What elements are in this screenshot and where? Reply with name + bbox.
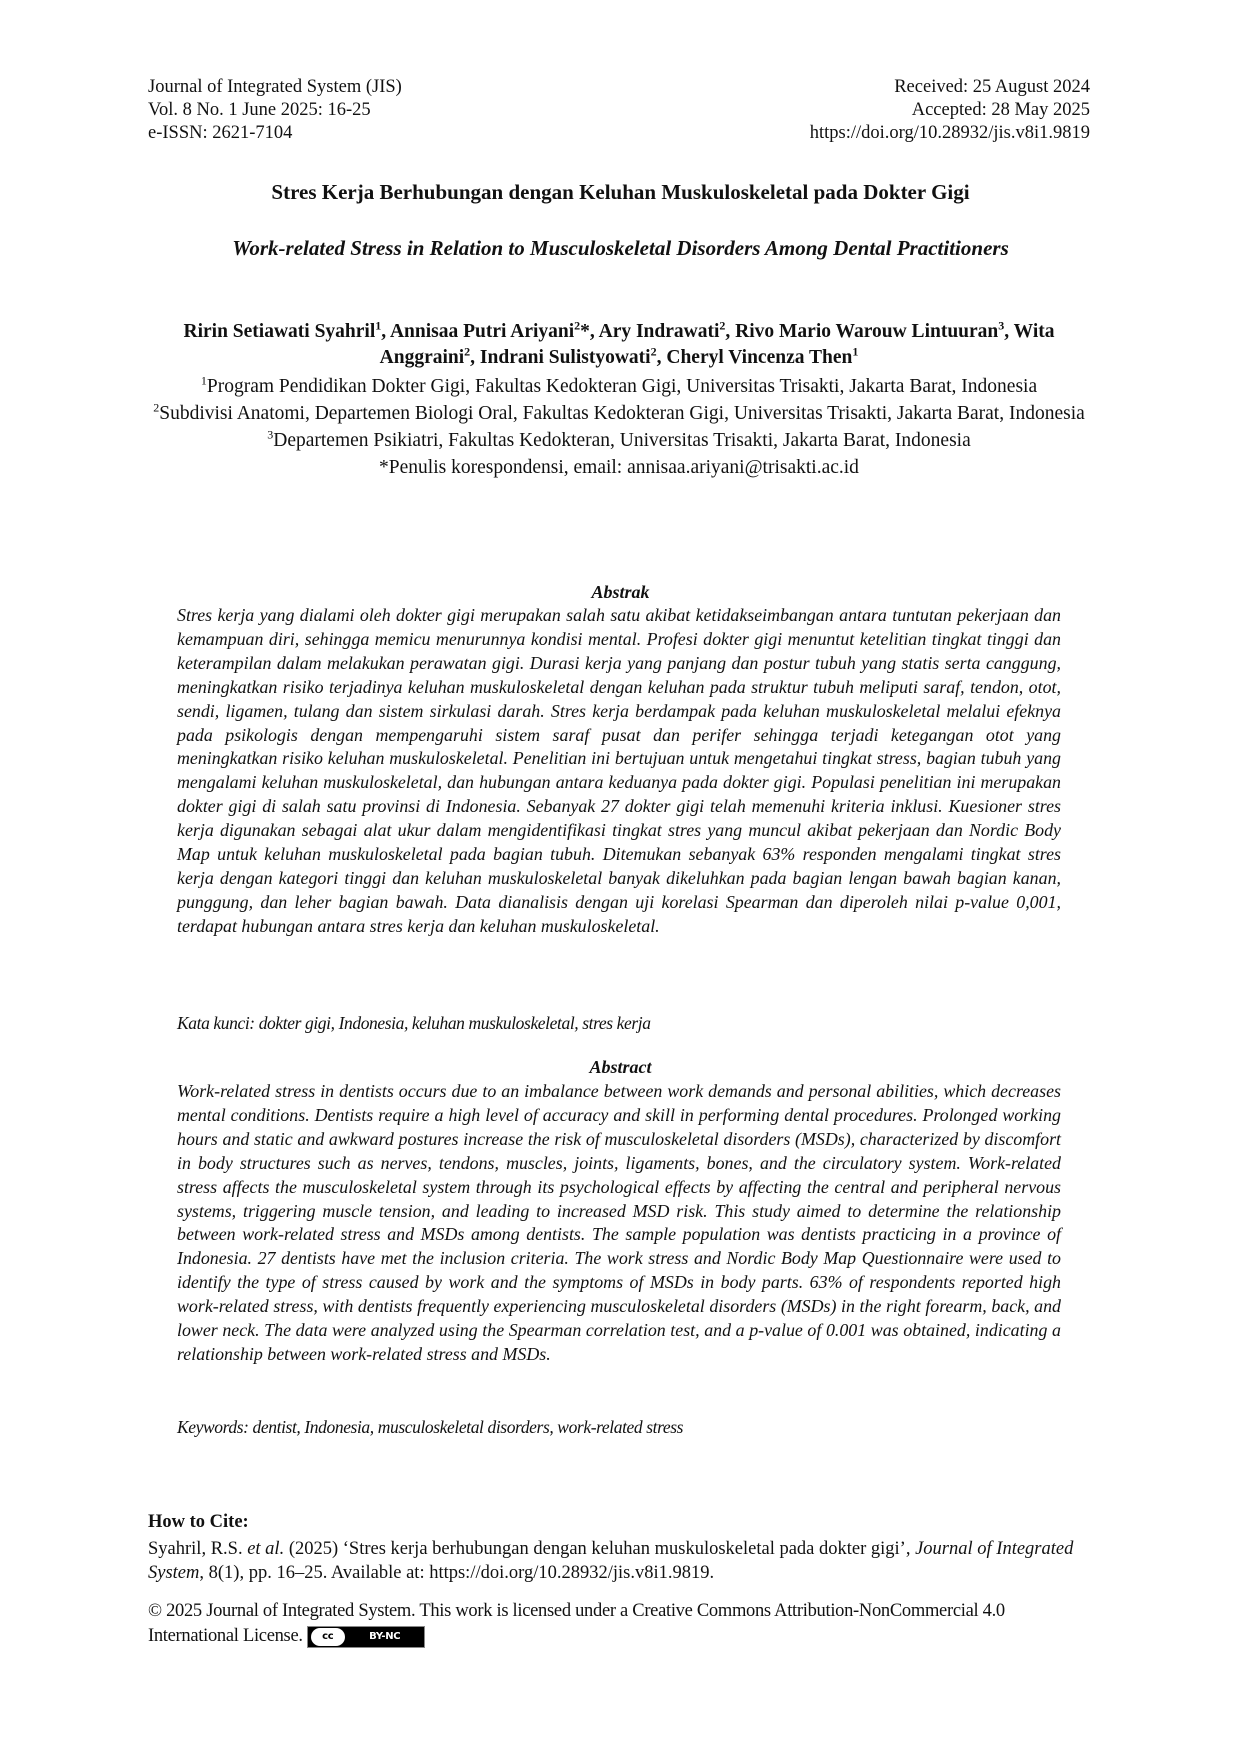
affiliation-list [148,373,1090,481]
citation-text: Syahril, R.S. et al. (2025) ‘Stres kerja berhubungan dengan keluhan muskuloskeletal pada dokter gigi’, Journal of Integrated System, 8(1), pp. 16–25. Available at: https://doi.org/10.28932/jis.v8i1.9819. [148,1539,1074,1583]
author-affil-mark: 3 [998,318,1005,333]
author-name: Cheryl Vincenza Then [666,347,853,368]
corresponding-author: *Penulis korespondensi, email: annisaa.ariyani@trisakti.ac.id [379,457,859,478]
how-to-cite-heading: How to Cite: [148,1512,249,1532]
abstrak-body: Stres kerja yang dialami oleh dokter gigi merupakan salah satu akibat ketidakseimbangan antara tuntutan pekerjaan dan kemampuan diri, sehingga memicu menurunnya kondisi mental. Profesi dokter gigi menuntut ketelitian tingkat tinggi dan keterampilan dalam melakukan perawatan gigi. Durasi kerja yang panjang dan postur tubuh yang statis serta canggung, meningkatkan risiko terjadinya keluhan muskuloskeletal dengan keluhan pada struktur tubuh meliputi saraf, tendon, otot, sendi, ligamen, tulang dan sistem sirkulasi darah. Stres kerja berdampak pada keluhan muskuloskeletal melalui efeknya pada psikologis dengan mempengaruhi sistem saraf pusat dan perifer sehingga terjadi ketegangan otot yang meningkatkan risiko keluhan muskuloskeletal. Penelitian ini bertujuan untuk mengetahui tingkat stress, bagian tubuh yang mengalami keluhan muskuloskeletal, dan hubungan antara keduanya pada dokter gigi. Populasi penelitian ini merupakan dokter gigi di salah satu provinsi di Indonesia. Sebanyak 27 dokter gigi telah memenuhi kriteria inklusi. Kuesioner stres kerja digunakan sebagai alat ukur dalam mengidentifikasi tingkat stres yang muncul akibat pekerjaan dan Nordic Body Map untuk keluhan muskuloskeletal pada bagian tubuh. Ditemukan sebanyak 63% responden mengalami tingkat stres kerja dengan kategori tinggi dan keluhan muskuloskeletal banyak dikeluhkan pada bagian lengan bawah bagian kanan, punggung, dan leher bagian bawah. Data dianalisis dengan uji korelasi Spearman dan diperoleh nilai p-value 0,001, terdapat hubungan antara stres kerja dan keluhan muskuloskeletal. [177,605,1061,936]
author-list: Ririn Setiawati Syahril$^1$, Annisaa Putri Ariyani$^2$*, Ary Indrawati$^2$, Rivo Mario Warouw Lintuuran$^3$, Wita Anggraini$^2$, Indrani Sulistyowati$^2$, Cheryl Vincenza Then$^1$ [183,318,1055,368]
journal-volume: Vol. 8 No. 1 June 2025: 16-25 [148,100,371,120]
author-name: Ary Indrawati [598,321,720,342]
affiliation-item: $^3$Departemen Psikiatri, Fakultas Kedokteran, Universitas Trisakti, Jakarta Barat, Indonesia [267,427,971,451]
abstrak-heading: Abstrak [591,582,650,602]
author-name: Annisaa Putri Ariyani [389,321,575,342]
affiliation-item: $^1$Program Pendidikan Dokter Gigi, Fakultas Kedokteran Gigi, Universitas Trisakti, Jakarta Barat, Indonesia [200,373,1038,397]
author-name: Wita Anggraini [379,321,1055,368]
paper-title-indonesian: Stres Kerja Berhubungan dengan Keluhan Muskuloskeletal pada Dokter Gigi [271,180,970,204]
accepted-date: Accepted: 28 May 2025 [911,100,1090,120]
license-statement: © 2025 Journal of Integrated System. This work is licensed under a Creative Commons Attribution-NonCommercial 4.0 International License. cc BY-NC [148,1601,1005,1646]
author-affil-mark: 2 [464,344,471,359]
journal-header-left [148,76,402,145]
received-date: Received: 25 August 2024 [894,77,1090,97]
author-name: Indrani Sulistyowati [479,347,651,368]
author-affil-mark: 1 [852,344,859,359]
author-affil-mark: 1 [375,318,382,333]
author-affil-mark: 2 [719,318,726,333]
kata-kunci: Kata kunci: dokter gigi, Indonesia, keluhan muskuloskeletal, stres kerja [177,1013,651,1033]
journal-header-right [810,76,1090,145]
author-name: Rivo Mario Warouw Lintuuran [735,321,999,342]
citation-doi[interactable]: , 8(1), pp. 16–25. Available at: https://doi.org/10.28932/jis.v8i1.9819. [199,1563,715,1583]
doi-link[interactable]: https://doi.org/10.28932/jis.v8i1.9819 [809,123,1090,143]
author-name: Ririn Setiawati Syahril [183,321,376,342]
cc-by-nc-badge-icon[interactable]: cc BY-NC [307,1626,425,1648]
keywords: Keywords: dentist, Indonesia, musculoskeletal disorders, work-related stress [177,1417,684,1437]
journal-issn: e-ISSN: 2621-7104 [148,123,293,143]
abstract-heading: Abstract [589,1057,652,1077]
journal-name: Journal of Integrated System (JIS) [148,77,402,97]
author-affil-mark: 2 [574,318,581,333]
paper-title-english: Work-related Stress in Relation to Musculoskeletal Disorders Among Dental Practitioners [232,236,1009,260]
affiliation-item: $^2$Subdivisi Anatomi, Departemen Biologi Oral, Fakultas Kedokteran Gigi, Universitas Trisakti, Jakarta Barat, Indonesia [153,400,1085,424]
author-affil-mark: 2 [650,344,657,359]
journal-title: Journal of Integrated System [148,1539,1074,1583]
abstract-body: Work-related stress in dentists occurs due to an imbalance between work demands and personal abilities, which decreases mental conditions. Dentists require a high level of accuracy and skill in performing dental procedures. Prolonged working hours and static and awkward postures increase the risk of musculoskeletal disorders (MSDs), characterized by discomfort in body structures such as nerves, tendons, muscles, joints, ligaments, bones, and the circulatory system. Work-related stress affects the musculoskeletal system through its psychological effects by affecting the central and peripheral nervous systems, triggering muscle tension, and leading to increased MSD risk. This study aimed to determine the relationship between work-related stress and MSDs among dentists. The sample population was dentists practicing in a province of Indonesia. 27 dentists have met the inclusion criteria. The work stress and Nordic Body Map Questionnaire were used to identify the type of stress caused by work and the symptoms of MSDs in body parts. 63% of respondents reported high work-related stress, with dentists frequently experiencing musculoskeletal disorders (MSDs) in the right forearm, back, and lower neck. The data were analyzed using the Spearman correlation test, and a p-value of 0.001 was obtained, indicating a relationship between work-related stress and MSDs. [177,1081,1061,1364]
